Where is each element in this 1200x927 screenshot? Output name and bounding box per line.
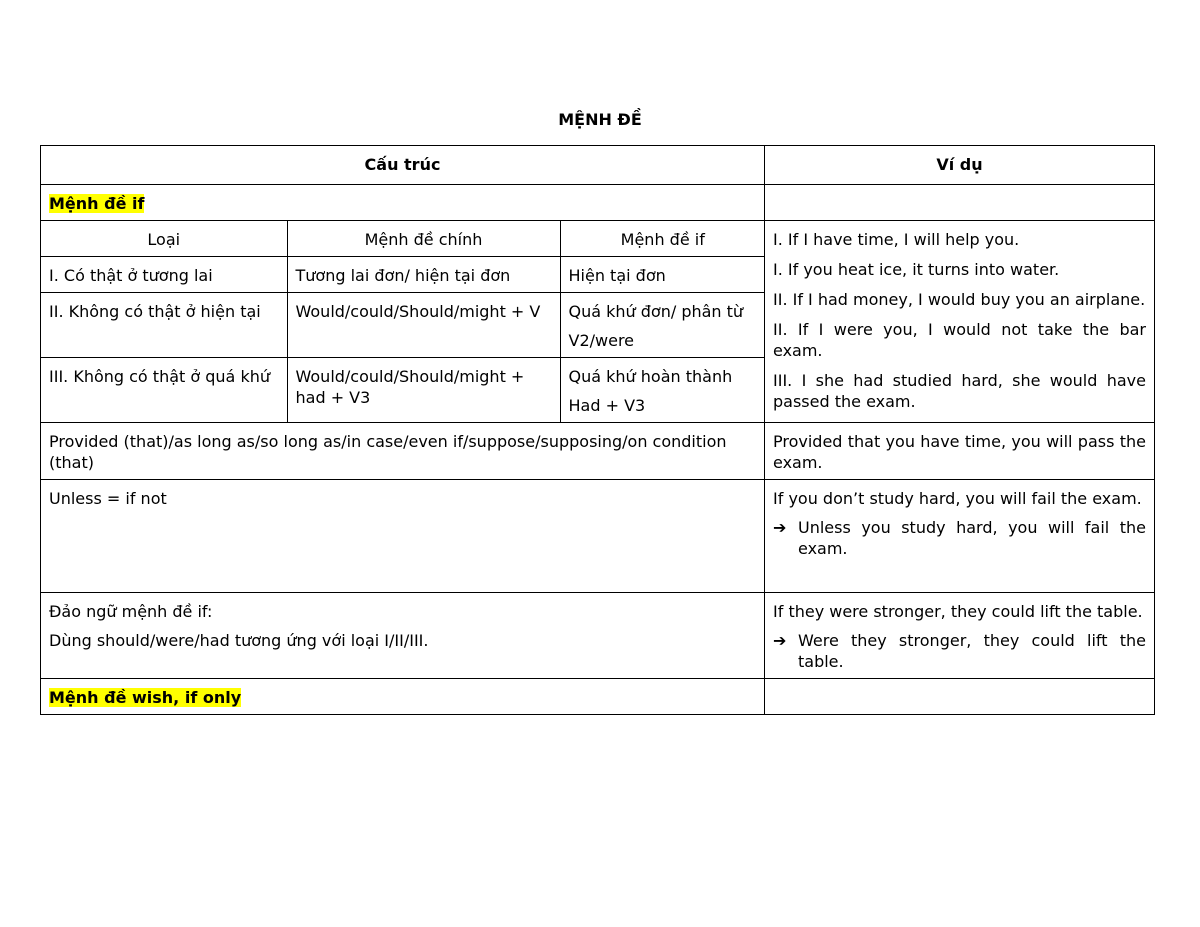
arrow-icon: ➔ <box>773 631 787 650</box>
if-clause-header: Mệnh đề if <box>620 230 705 249</box>
if-clause-3-line-1: Quá khứ hoàn thành <box>568 367 733 386</box>
if-clause-2-line-1: Quá khứ đơn/ phân từ <box>568 302 744 321</box>
table-row <box>41 293 765 358</box>
unless-example-cell <box>765 480 1155 593</box>
unless-example: If you don’t study hard, you will fail the exam. <box>773 489 1142 508</box>
section-if-cell <box>41 185 765 221</box>
section-wish-cell <box>41 679 765 715</box>
inversion-row <box>41 593 1155 679</box>
main-clause-3: Would/could/Should/might + had + V3 <box>295 367 525 407</box>
main-clause-1: Tương lai đơn/ hiện tại đơn <box>295 266 511 285</box>
main-clause-header-cell <box>287 221 560 257</box>
provided-row <box>41 423 1155 480</box>
unless-arrow-item <box>773 517 1146 559</box>
if-clause-1: Hiện tại đơn <box>568 266 666 285</box>
table-row <box>41 257 765 293</box>
section-if-row <box>41 185 1155 221</box>
unless-arrow-example: Unless you study hard, you will fail the exam. <box>798 518 1146 558</box>
inversion-arrow-item <box>773 630 1146 672</box>
section-wish-row <box>41 679 1155 715</box>
if-example-5: III. I she had studied hard, she would have passed the exam. <box>773 371 1146 411</box>
header-structure: Cấu trúc <box>364 155 441 174</box>
type-header: Loại <box>147 230 181 249</box>
section-if-label: Mệnh đề if <box>49 194 145 213</box>
header-example-cell <box>765 146 1155 185</box>
type-3: III. Không có thật ở quá khứ <box>49 367 270 386</box>
if-clause-header-cell <box>560 221 765 257</box>
if-example-2: I. If you heat ice, it turns into water. <box>773 260 1060 279</box>
type-2: II. Không có thật ở hiện tại <box>49 302 261 321</box>
if-types-cell <box>41 221 765 423</box>
header-example: Ví dụ <box>936 155 983 174</box>
main-clause-header: Mệnh đề chính <box>364 230 483 249</box>
provided-structure: Provided (that)/as long as/so long as/in case/even if/suppose/supposing/on condition (that) <box>49 432 727 472</box>
unless-structure: Unless = if not <box>49 489 167 508</box>
inversion-structure-cell <box>41 593 765 679</box>
inversion-arrow-example: Were they stronger, they could lift the table. <box>798 631 1146 671</box>
type-header-cell <box>41 221 287 257</box>
if-example-1: I. If I have time, I will help you. <box>773 230 1020 249</box>
table-row <box>41 358 765 423</box>
header-structure-cell <box>41 146 765 185</box>
inversion-structure-line-2: Dùng should/were/had tương ứng với loại I/II/III. <box>49 631 429 650</box>
inversion-example: If they were stronger, they could lift the table. <box>773 602 1143 621</box>
provided-example: Provided that you have time, you will pass the exam. <box>773 432 1146 472</box>
inversion-structure-line-1: Đảo ngữ mệnh đề if: <box>49 602 213 621</box>
if-example-3: II. If I had money, I would buy you an airplane. <box>773 290 1146 309</box>
grammar-table <box>40 145 1155 715</box>
type-1: I. Có thật ở tương lai <box>49 266 213 285</box>
if-types-header-row <box>41 221 765 257</box>
unless-structure-cell <box>41 480 765 593</box>
if-clause-3-line-2: Had + V3 <box>568 396 646 415</box>
if-types-row <box>41 221 1155 423</box>
if-example-4: II. If I were you, I would not take the bar exam. <box>773 320 1146 360</box>
provided-structure-cell <box>41 423 765 480</box>
section-wish-empty-cell <box>765 679 1155 715</box>
section-wish-label: Mệnh đề wish, if only <box>49 688 242 707</box>
header-row <box>41 146 1155 185</box>
main-clause-2: Would/could/Should/might + V <box>295 302 541 321</box>
page-title: MỆNH ĐỀ <box>558 110 642 129</box>
if-types-table <box>41 221 765 422</box>
inversion-example-cell <box>765 593 1155 679</box>
arrow-icon: ➔ <box>773 518 787 537</box>
unless-row <box>41 480 1155 593</box>
if-examples-cell <box>765 221 1155 423</box>
provided-example-cell <box>765 423 1155 480</box>
section-if-empty-cell <box>765 185 1155 221</box>
if-clause-2-line-2: V2/were <box>568 331 635 350</box>
